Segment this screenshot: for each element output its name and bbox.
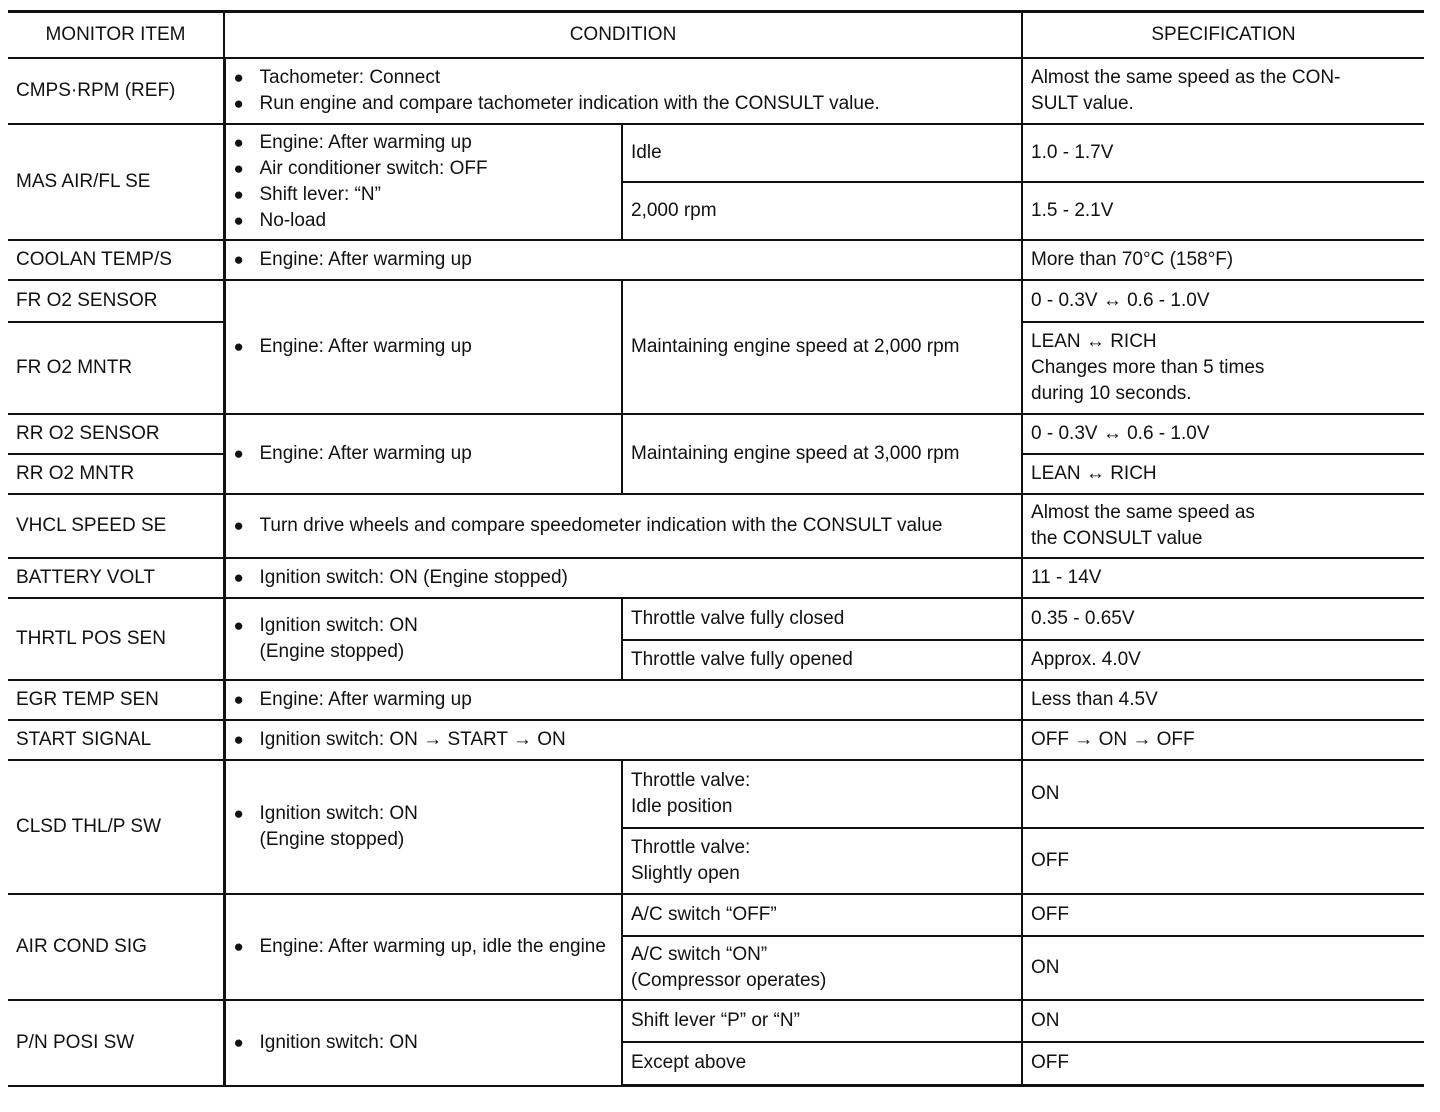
specification-cell: 1.0 - 1.7V: [1022, 124, 1424, 182]
monitor-spec-table: [8, 10, 1424, 1087]
specification-cell: LEAN ↔ RICH: [1022, 454, 1424, 494]
condition-cell: [224, 894, 622, 1000]
condition-bullet: ● Ignition switch: ON → START → ON: [234, 727, 1014, 753]
table-row: [8, 124, 1424, 182]
sub-condition-cell: Maintaining engine speed at 3,000 rpm: [622, 414, 1022, 494]
specification-cell: 0 - 0.3V ↔ 0.6 - 1.0V: [1022, 280, 1424, 322]
specification-cell: 1.5 - 2.1V: [1022, 182, 1424, 240]
header-row: [8, 12, 1424, 58]
sub-condition-cell: 2,000 rpm: [622, 182, 1022, 240]
monitor-item: RR O2 SENSOR: [8, 414, 224, 454]
specification-cell: Almost the same speed as the CONSULT value: [1022, 494, 1424, 558]
condition-bullet: ● Run engine and compare tachometer indication with the CONSULT value.: [234, 91, 1014, 117]
monitor-item: VHCL SPEED SE: [8, 494, 224, 558]
specification-cell: 11 - 14V: [1022, 558, 1424, 598]
table-row: [8, 760, 1424, 828]
table-row: [8, 414, 1424, 454]
condition-cell: [224, 494, 1022, 558]
monitor-item: CLSD THL/P SW: [8, 760, 224, 894]
specification-cell: Almost the same speed as the CON- SULT value.: [1022, 58, 1424, 124]
monitor-item: COOLAN TEMP/S: [8, 240, 224, 280]
sub-condition-cell: Throttle valve: Slightly open: [622, 828, 1022, 894]
specification-cell: ON: [1022, 936, 1424, 1000]
table-row: [8, 720, 1424, 760]
table-row: [8, 280, 1424, 322]
specification-cell: LEAN ↔ RICH Changes more than 5 times during 10 seconds.: [1022, 322, 1424, 414]
specification-cell: 0.35 - 0.65V: [1022, 598, 1424, 640]
table-row: [8, 494, 1424, 558]
condition-cell: [224, 760, 622, 894]
monitor-item: BATTERY VOLT: [8, 558, 224, 598]
condition-bullet: ● Shift lever: “N”: [234, 182, 614, 208]
condition-cell: [224, 598, 622, 680]
condition-bullet: ● Tachometer: Connect: [234, 65, 1014, 91]
sub-condition-cell: A/C switch “OFF”: [622, 894, 1022, 936]
condition-bullet: ● Engine: After warming up: [234, 334, 614, 360]
table-row: [8, 680, 1424, 720]
condition-bullet: ● Ignition switch: ON (Engine stopped): [234, 613, 614, 665]
condition-bullet: ● Turn drive wheels and compare speedometer indication with the CONSULT value: [234, 513, 1014, 539]
condition-cell: [224, 558, 1022, 598]
condition-cell: [224, 414, 622, 494]
condition-cell: [224, 240, 1022, 280]
monitor-item: CMPS·RPM (REF): [8, 58, 224, 124]
monitor-item: AIR COND SIG: [8, 894, 224, 1000]
specification-cell: 0 - 0.3V ↔ 0.6 - 1.0V: [1022, 414, 1424, 454]
condition-bullet: ● Ignition switch: ON (Engine stopped): [234, 801, 614, 853]
condition-bullet: ● Ignition switch: ON: [234, 1030, 614, 1056]
table-row: [8, 240, 1424, 280]
monitor-item: THRTL POS SEN: [8, 598, 224, 680]
monitor-item: FR O2 SENSOR: [8, 280, 224, 322]
specification-cell: Less than 4.5V: [1022, 680, 1424, 720]
specification-cell: OFF: [1022, 1042, 1424, 1086]
specification-cell: More than 70°C (158°F): [1022, 240, 1424, 280]
monitor-item: EGR TEMP SEN: [8, 680, 224, 720]
header-monitor-item: MONITOR ITEM: [8, 12, 224, 58]
condition-bullet: ● Engine: After warming up: [234, 247, 1014, 273]
specification-cell: ON: [1022, 1000, 1424, 1042]
table-row: [8, 558, 1424, 598]
sub-condition-cell: Maintaining engine speed at 2,000 rpm: [622, 280, 1022, 414]
specification-cell: ON: [1022, 760, 1424, 828]
table-row: [8, 1000, 1424, 1042]
condition-bullet: ● Engine: After warming up: [234, 687, 1014, 713]
monitor-item: MAS AIR/FL SE: [8, 124, 224, 240]
sub-condition-cell: Shift lever “P” or “N”: [622, 1000, 1022, 1042]
specification-cell: OFF → ON → OFF: [1022, 720, 1424, 760]
condition-bullet: ● Engine: After warming up: [234, 441, 614, 467]
condition-cell: [224, 124, 622, 240]
sub-condition-cell: Except above: [622, 1042, 1022, 1086]
header-condition: CONDITION: [224, 12, 1022, 58]
condition-cell: [224, 58, 1022, 124]
table-row: [8, 598, 1424, 640]
header-specification: SPECIFICATION: [1022, 12, 1424, 58]
condition-cell: [224, 280, 622, 414]
sub-condition-cell: A/C switch “ON” (Compressor operates): [622, 936, 1022, 1000]
condition-cell: [224, 720, 1022, 760]
monitor-item: RR O2 MNTR: [8, 454, 224, 494]
condition-bullet: ● Air conditioner switch: OFF: [234, 156, 614, 182]
specification-cell: OFF: [1022, 828, 1424, 894]
condition-bullet: ● Engine: After warming up: [234, 130, 614, 156]
table-row: [8, 894, 1424, 936]
sub-condition-cell: Throttle valve fully closed: [622, 598, 1022, 640]
monitor-item: P/N POSI SW: [8, 1000, 224, 1086]
monitor-item: START SIGNAL: [8, 720, 224, 760]
condition-bullet: ● No-load: [234, 208, 614, 234]
table-row: [8, 58, 1424, 124]
sub-condition-cell: Idle: [622, 124, 1022, 182]
condition-bullet: ● Ignition switch: ON (Engine stopped): [234, 565, 1014, 591]
specification-cell: Approx. 4.0V: [1022, 640, 1424, 680]
specification-cell: OFF: [1022, 894, 1424, 936]
condition-cell: [224, 680, 1022, 720]
condition-cell: [224, 1000, 622, 1086]
sub-condition-cell: Throttle valve: Idle position: [622, 760, 1022, 828]
monitor-item: FR O2 MNTR: [8, 322, 224, 414]
condition-bullet: ● Engine: After warming up, idle the engine: [234, 934, 614, 960]
sub-condition-cell: Throttle valve fully opened: [622, 640, 1022, 680]
